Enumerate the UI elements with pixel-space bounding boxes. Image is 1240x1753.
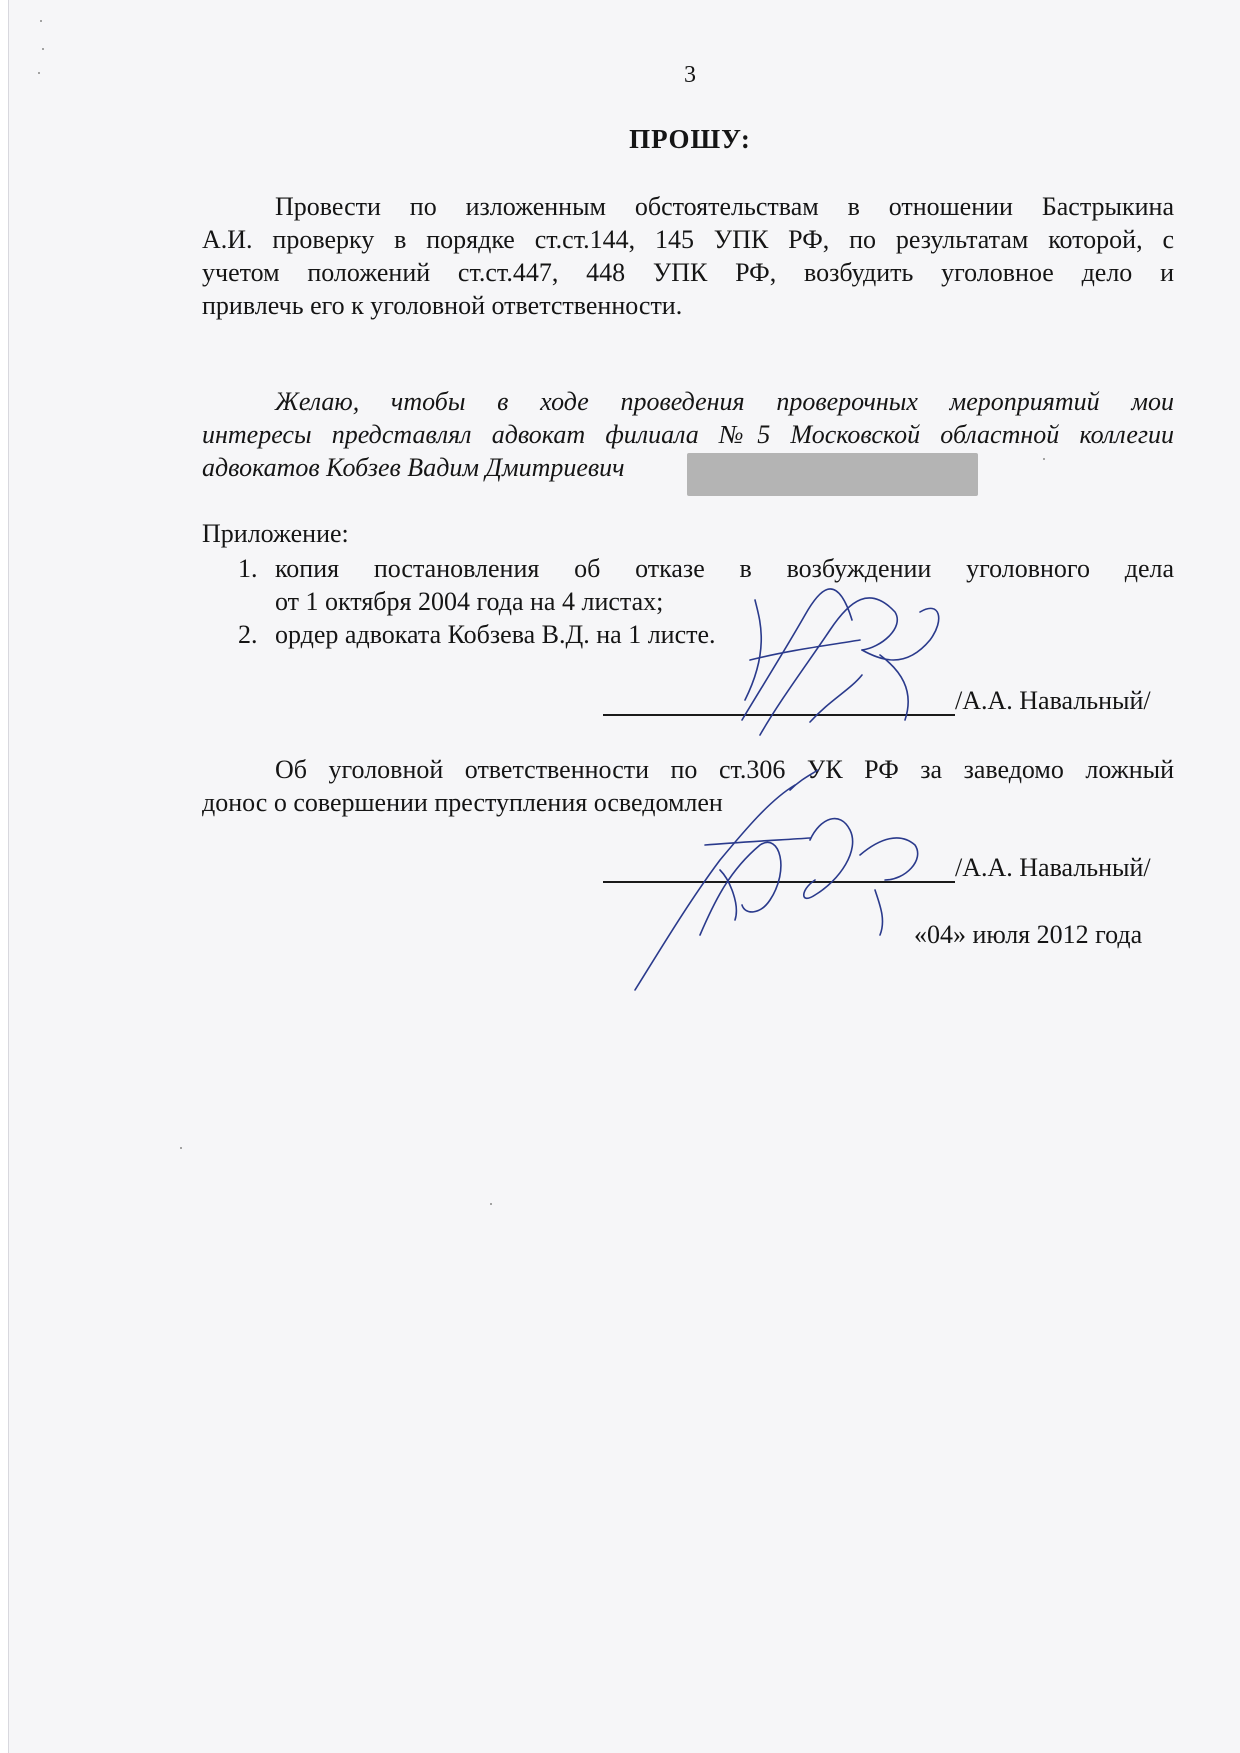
request-paragraph [202,190,1174,322]
page-title: ПРОШУ: [629,124,751,154]
paragraph-line: интересы представлял адвокат филиала №5 Московской областной коллегии [202,420,1174,449]
paragraph-line: адвокатов Кобзев Вадим Дмитриевич [202,453,625,482]
paragraph-line: Провести по изложенным обстоятельствам в отношении Бастрыкина [275,192,1174,221]
list-item-line: копия постановления об отказе в возбуждении уголовного дела [275,554,1174,583]
paragraph-line: Желаю, чтобы в ходе проведения проверочных мероприятий мои [275,387,1174,416]
list-item-line: от 1 октября 2004 года на 4 листах; [275,587,664,616]
scan-speck [38,72,40,74]
paragraph-line: привлечь его к уголовной ответственности. [202,291,683,320]
scan-speck [490,1203,492,1205]
paragraph-line: учетом положений ст.ст.447, 448 УПК РФ, возбудить уголовное дело и [202,258,1174,287]
signature-underline [603,714,955,716]
page-number: 3 [684,62,696,88]
scan-speck [40,20,42,22]
list-item-number: 1. [238,554,258,583]
list-item-line: ордер адвоката Кобзева В.Д. на 1 листе. [275,620,716,649]
paragraph-line: донос о совершении преступления осведомлен [202,788,723,817]
attachments-label: Приложение: [202,519,349,548]
scan-speck [42,48,44,50]
redaction-block [687,453,978,496]
paragraph-line: Об уголовной ответственности по ст.306 УК РФ за заведомо ложный [275,755,1174,784]
paragraph-line: А.И. проверку в порядке ст.ст.144, 145 УПК РФ, по результатам которой, с [202,225,1174,254]
signatory-name: /А.А. Навальный/ [955,853,1151,882]
warning-paragraph [202,753,1174,819]
signature-underline [603,881,955,883]
scan-speck [1043,458,1045,460]
scan-speck [180,1147,182,1149]
signatory-name: /А.А. Навальный/ [955,686,1151,715]
list-item-number: 2. [238,620,258,649]
document-date: «04» июля 2012 года [914,920,1143,949]
